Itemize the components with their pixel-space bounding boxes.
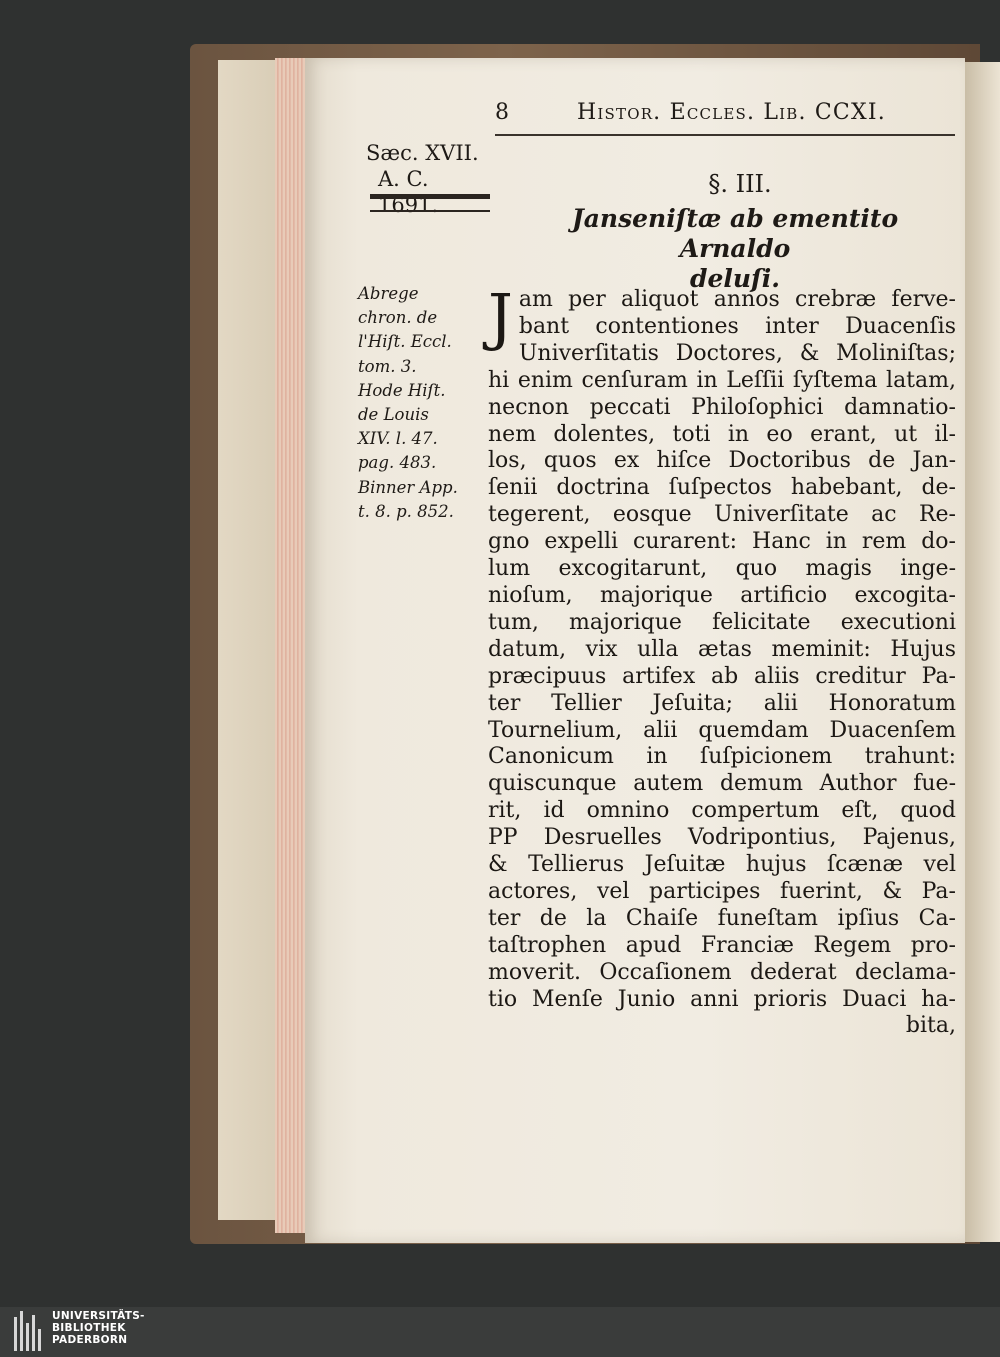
text-line: tum, majorique felicitate executioni xyxy=(488,609,956,635)
marginal-note-line: Hode Hiſt. xyxy=(358,380,446,400)
text-line: nem dolentes, toti in eo erant, ut il- xyxy=(488,421,956,447)
text-line: PP Desruelles Vodripontius, Pajenus, xyxy=(488,825,956,851)
text-line: los, quos ex hiſce Doctoribus de Jan- xyxy=(488,448,956,474)
marginal-note-line: t. 8. p. 852. xyxy=(358,501,454,521)
text-line: tio Menſe Junio anni prioris Duaci ha- xyxy=(488,986,956,1012)
text-line: nioſum, majorique artificio excogita- xyxy=(488,582,956,608)
text-line: lum excogitarunt, quo magis inge- xyxy=(488,556,956,582)
text-line: rit, id omnino compertum eſt, quod xyxy=(488,798,956,824)
logo-line-2: BIBLIOTHEK xyxy=(52,1322,126,1334)
section-title-line2: deluſi. xyxy=(689,264,780,293)
text-line: gno expelli curarent: Hanc in rem do- xyxy=(488,529,956,555)
margin-date-year: A. C. 1691. xyxy=(378,167,439,217)
text-line: Canonicum in ſuſpicionem trahunt: xyxy=(488,744,956,770)
text-line: tegerent, eosque Univerſitate ac Re- xyxy=(488,502,956,528)
marginal-note-line: pag. 483. xyxy=(358,453,437,473)
marginal-reference-note xyxy=(358,282,488,524)
text-line: bant contentiones inter Duacenſis xyxy=(518,313,956,339)
text-line: ter Tellier Jeſuita; alii Honoratum xyxy=(488,690,956,716)
text-line: necnon peccati Philoſophici damnatio- xyxy=(488,394,956,420)
marginal-note-line: chron. de xyxy=(358,308,438,328)
catchword: bita, xyxy=(905,1013,956,1039)
section-number: §. III. xyxy=(708,170,772,198)
running-title: Histor. Eccles. Lib. CCXI. xyxy=(577,100,886,125)
marginal-note-line: Binner App. xyxy=(358,477,458,497)
text-line: taſtrophen apud Franciæ Regem pro- xyxy=(488,932,956,958)
section-title-line1: Janseniſtæ ab ementito Arnaldo xyxy=(571,204,899,263)
text-line: moverit. Occaſionem dederat declama- xyxy=(488,959,956,985)
pastedown-endpaper xyxy=(218,60,280,1220)
body-text xyxy=(488,280,956,1040)
text-line: am per aliquot annos crebræ ferve- xyxy=(518,287,956,312)
text-line: Tournelium, alii quemdam Duacenſem xyxy=(488,717,956,743)
text-line: actores, vel participes fuerint, & Pa- xyxy=(488,878,956,904)
logo-line-1: UNIVERSITÄTS- xyxy=(52,1310,145,1322)
marginal-note-line: Abrege xyxy=(358,284,419,303)
text-line: & Tellierus Jeſuitæ hujus ſcænæ vel xyxy=(488,852,956,878)
running-head xyxy=(495,100,955,136)
marginal-note-line: tom. 3. xyxy=(358,356,417,376)
marginal-note-line: de Louis xyxy=(358,405,429,425)
double-rule xyxy=(370,194,490,212)
drop-cap: J xyxy=(488,280,513,353)
text-line: hi enim cenſuram in Leſſii ſyſtema latam, xyxy=(488,367,956,393)
text-line: quiscunque autem demum Author fue- xyxy=(488,771,956,797)
text-line: ſenii doctrina ſuſpectos habebant, de- xyxy=(488,475,956,501)
marginal-note-line: l'Hiſt. Eccl. xyxy=(358,332,452,352)
margin-date-century: Sæc. XVII. xyxy=(366,141,479,165)
text-line: datum, vix ulla ætas meminit: Hujus xyxy=(488,636,956,662)
text-line: ter de la Chaiſe funeſtam ipſius Ca- xyxy=(488,905,956,931)
library-logo-icon xyxy=(12,1309,48,1355)
library-logo-text[interactable] xyxy=(52,1310,192,1346)
page-number: 8 xyxy=(495,100,510,125)
facing-page-edge xyxy=(965,62,1000,1242)
text-line: Univerſitatis Doctores, & Moliniſtas; xyxy=(518,340,956,366)
logo-line-3: PADERBORN xyxy=(52,1334,128,1346)
text-line: præcipuus artifex ab aliis creditur Pa- xyxy=(488,663,956,689)
section-heading xyxy=(520,170,950,294)
marginal-note-line: XIV. l. 47. xyxy=(358,429,438,449)
